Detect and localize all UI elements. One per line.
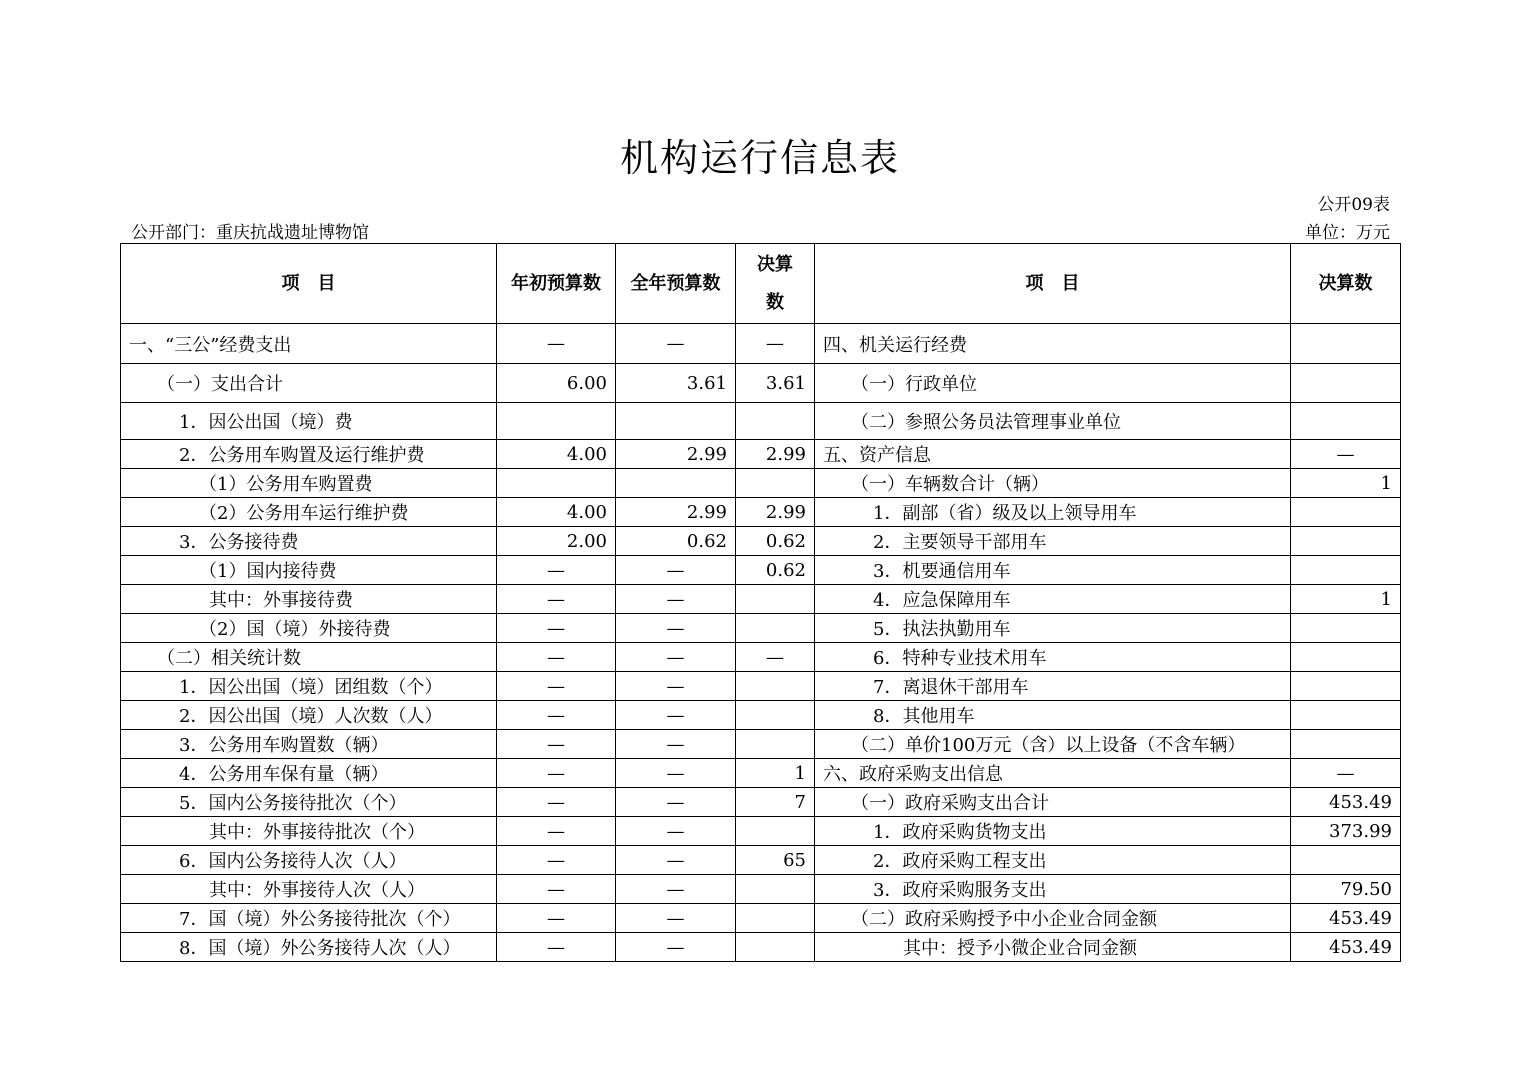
budget-initial-cell: 2.00 (497, 527, 616, 556)
final-right-cell (1291, 527, 1401, 556)
right-item-cell: 3．政府采购服务支出 (815, 875, 1291, 904)
budget-full-cell: — (616, 817, 736, 846)
table-row (121, 817, 1401, 846)
final-left-cell: 3.61 (736, 364, 815, 403)
table-row (121, 730, 1401, 759)
final-right-cell (1291, 556, 1401, 585)
budget-initial-cell (497, 403, 616, 440)
table-row (121, 904, 1401, 933)
table-row (121, 527, 1401, 556)
budget-full-cell: — (616, 933, 736, 962)
final-left-cell (736, 701, 815, 730)
final-left-cell (736, 469, 815, 498)
final-right-cell (1291, 498, 1401, 527)
final-left-cell: 2.99 (736, 440, 815, 469)
right-item-cell: 1．政府采购货物支出 (815, 817, 1291, 846)
table-row (121, 469, 1401, 498)
final-left-cell: — (736, 643, 815, 672)
final-right-cell (1291, 324, 1401, 364)
right-item-cell: 1．副部（省）级及以上领导用车 (815, 498, 1291, 527)
table-row (121, 498, 1401, 527)
right-item-cell: 四、机关运行经费 (815, 324, 1291, 364)
budget-initial-cell: — (497, 875, 616, 904)
budget-full-cell: 2.99 (616, 440, 736, 469)
left-item-cell: （1）公务用车购置费 (121, 469, 497, 498)
form-number: 公开09表 (1317, 195, 1390, 215)
right-item-cell: 3．机要通信用车 (815, 556, 1291, 585)
right-item-cell: 6．特种专业技术用车 (815, 643, 1291, 672)
budget-full-cell (616, 469, 736, 498)
budget-initial-cell: 4.00 (497, 440, 616, 469)
budget-full-cell: 3.61 (616, 364, 736, 403)
left-item-cell: 2．公务用车购置及运行维护费 (121, 440, 497, 469)
left-item-cell: 3．公务接待费 (121, 527, 497, 556)
budget-initial-cell: — (497, 585, 616, 614)
final-right-cell: 453.49 (1291, 788, 1401, 817)
right-item-cell: 2．政府采购工程支出 (815, 846, 1291, 875)
right-item-cell: 8．其他用车 (815, 701, 1291, 730)
budget-full-cell: 2.99 (616, 498, 736, 527)
table-row (121, 788, 1401, 817)
final-left-cell: 7 (736, 788, 815, 817)
page-title: 机构运行信息表 (619, 136, 900, 180)
left-item-cell: 4．公务用车保有量（辆） (121, 759, 497, 788)
final-left-cell: 0.62 (736, 527, 815, 556)
budget-initial-cell: — (497, 933, 616, 962)
table-row (121, 643, 1401, 672)
budget-initial-cell: — (497, 817, 616, 846)
right-item-cell: 2．主要领导干部用车 (815, 527, 1291, 556)
budget-full-cell: — (616, 788, 736, 817)
final-left-cell (736, 730, 815, 759)
left-item-cell: 其中：外事接待人次（人） (121, 875, 497, 904)
final-right-cell: 453.49 (1291, 904, 1401, 933)
header-item-right: 项 目 (815, 244, 1291, 324)
unit-label: 单位：万元 (1305, 223, 1390, 243)
header-budget-initial: 年初预算数 (497, 244, 616, 324)
budget-full-cell: — (616, 324, 736, 364)
left-item-cell: 5．国内公务接待批次（个） (121, 788, 497, 817)
left-item-cell: 其中：外事接待批次（个） (121, 817, 497, 846)
table-row (121, 759, 1401, 788)
table-row (121, 875, 1401, 904)
budget-initial-cell: — (497, 904, 616, 933)
budget-full-cell: 0.62 (616, 527, 736, 556)
final-left-cell (736, 585, 815, 614)
right-item-cell: 其中：授予小微企业合同金额 (815, 933, 1291, 962)
budget-full-cell: — (616, 585, 736, 614)
table-row (121, 701, 1401, 730)
table-row (121, 403, 1401, 440)
header-budget-full: 全年预算数 (616, 244, 736, 324)
budget-initial-cell: — (497, 701, 616, 730)
right-item-cell: （二）政府采购授予中小企业合同金额 (815, 904, 1291, 933)
table-row (121, 556, 1401, 585)
table-row (121, 440, 1401, 469)
left-item-cell: 6．国内公务接待人次（人） (121, 846, 497, 875)
final-right-cell (1291, 846, 1401, 875)
final-left-cell (736, 933, 815, 962)
right-item-cell: 7．离退休干部用车 (815, 672, 1291, 701)
final-left-cell (736, 403, 815, 440)
left-item-cell: 2．因公出国（境）人次数（人） (121, 701, 497, 730)
budget-full-cell (616, 403, 736, 440)
final-right-cell (1291, 614, 1401, 643)
final-left-cell (736, 904, 815, 933)
final-right-cell: 453.49 (1291, 933, 1401, 962)
right-item-cell: 六、政府采购支出信息 (815, 759, 1291, 788)
header-final-right: 决算数 (1291, 244, 1401, 324)
right-item-cell: （二）单价100万元（含）以上设备（不含车辆） (815, 730, 1291, 759)
budget-full-cell: — (616, 672, 736, 701)
final-left-cell: 1 (736, 759, 815, 788)
budget-initial-cell: — (497, 788, 616, 817)
final-right-cell (1291, 701, 1401, 730)
header-item-left: 项 目 (121, 244, 497, 324)
final-right-cell: 1 (1291, 469, 1401, 498)
final-right-cell (1291, 364, 1401, 403)
budget-full-cell: — (616, 759, 736, 788)
header-final-left: 决算数 (736, 244, 815, 324)
budget-initial-cell: — (497, 730, 616, 759)
table-row (121, 672, 1401, 701)
budget-full-cell: — (616, 730, 736, 759)
budget-initial-cell: — (497, 324, 616, 364)
department-label: 公开部门：重庆抗战遗址博物馆 (131, 223, 369, 243)
budget-initial-cell: — (497, 759, 616, 788)
final-left-cell: 2.99 (736, 498, 815, 527)
left-item-cell: 7．国（境）外公务接待批次（个） (121, 904, 497, 933)
budget-initial-cell: 6.00 (497, 364, 616, 403)
budget-full-cell: — (616, 556, 736, 585)
table-row (121, 933, 1401, 962)
table-row (121, 614, 1401, 643)
right-item-cell: （一）政府采购支出合计 (815, 788, 1291, 817)
final-right-cell: 79.50 (1291, 875, 1401, 904)
right-item-cell: （二）参照公务员法管理事业单位 (815, 403, 1291, 440)
left-item-cell: 8．国（境）外公务接待人次（人） (121, 933, 497, 962)
table-row (121, 846, 1401, 875)
budget-initial-cell: — (497, 614, 616, 643)
budget-full-cell: — (616, 614, 736, 643)
budget-initial-cell: — (497, 643, 616, 672)
final-left-cell (736, 817, 815, 846)
budget-initial-cell: 4.00 (497, 498, 616, 527)
left-item-cell: 其中：外事接待费 (121, 585, 497, 614)
budget-full-cell: — (616, 875, 736, 904)
budget-initial-cell: — (497, 556, 616, 585)
left-item-cell: （2）公务用车运行维护费 (121, 498, 497, 527)
left-item-cell: 一、“三公”经费支出 (121, 324, 497, 364)
final-left-cell (736, 614, 815, 643)
right-item-cell: （一）车辆数合计（辆） (815, 469, 1291, 498)
budget-initial-cell (497, 469, 616, 498)
budget-initial-cell: — (497, 846, 616, 875)
left-item-cell: （2）国（境）外接待费 (121, 614, 497, 643)
table-row (121, 585, 1401, 614)
budget-initial-cell: — (497, 672, 616, 701)
left-item-cell: （1）国内接待费 (121, 556, 497, 585)
table-row (121, 324, 1401, 364)
right-item-cell: 4．应急保障用车 (815, 585, 1291, 614)
budget-full-cell: — (616, 701, 736, 730)
final-left-cell: 65 (736, 846, 815, 875)
final-right-cell: 373.99 (1291, 817, 1401, 846)
table-row (121, 364, 1401, 403)
budget-full-cell: — (616, 846, 736, 875)
final-right-cell (1291, 403, 1401, 440)
right-item-cell: （一）行政单位 (815, 364, 1291, 403)
final-left-cell: 0.62 (736, 556, 815, 585)
budget-full-cell: — (616, 904, 736, 933)
left-item-cell: 3．公务用车购置数（辆） (121, 730, 497, 759)
left-item-cell: （二）相关统计数 (121, 643, 497, 672)
left-item-cell: （一）支出合计 (121, 364, 497, 403)
final-right-cell: — (1291, 440, 1401, 469)
right-item-cell: 5．执法执勤用车 (815, 614, 1291, 643)
final-left-cell (736, 875, 815, 904)
budget-full-cell: — (616, 643, 736, 672)
info-table (120, 243, 1401, 962)
final-right-cell (1291, 730, 1401, 759)
left-item-cell: 1．因公出国（境）费 (121, 403, 497, 440)
final-left-cell: — (736, 324, 815, 364)
final-right-cell: 1 (1291, 585, 1401, 614)
final-left-cell (736, 672, 815, 701)
final-right-cell (1291, 643, 1401, 672)
right-item-cell: 五、资产信息 (815, 440, 1291, 469)
final-right-cell: — (1291, 759, 1401, 788)
left-item-cell: 1．因公出国（境）团组数（个） (121, 672, 497, 701)
final-right-cell (1291, 672, 1401, 701)
